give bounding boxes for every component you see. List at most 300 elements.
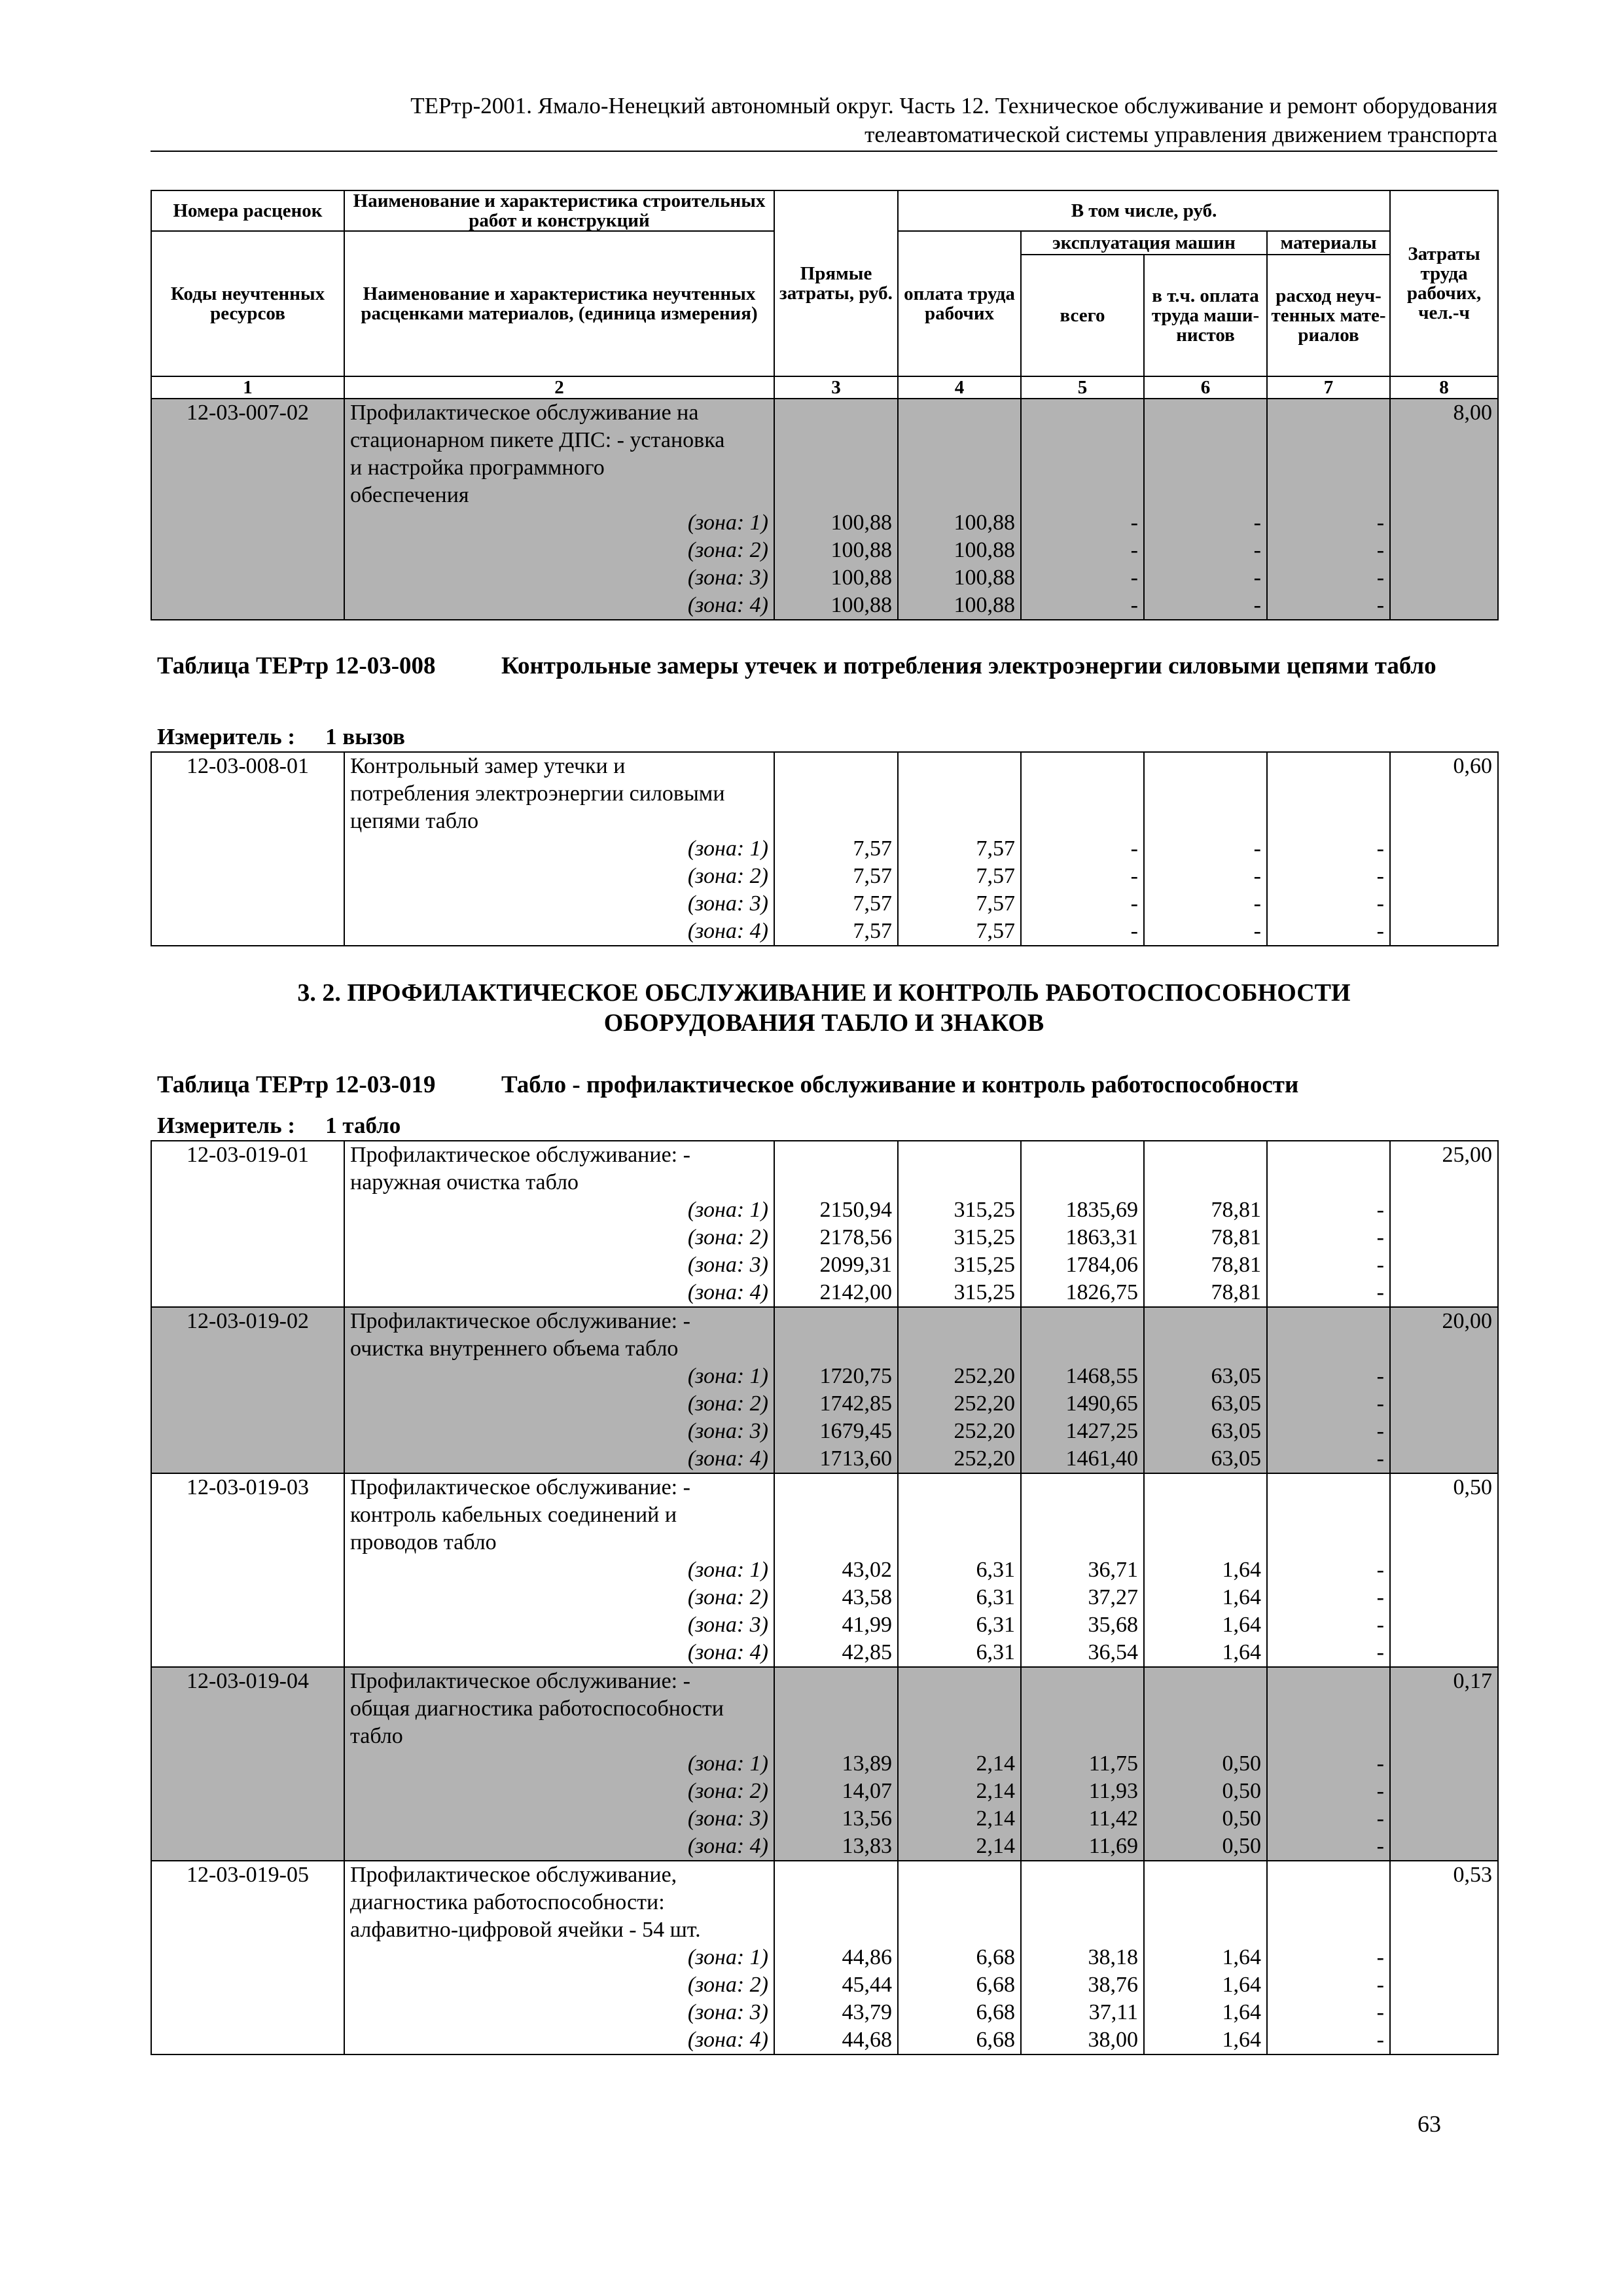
machine-total-value: -: [1130, 538, 1138, 562]
rate-code: 12-03-019-03: [187, 1475, 309, 1499]
unaccounted-materials-cell: [1267, 1861, 1390, 2054]
machine-total-value: 1427,25: [1065, 1419, 1138, 1443]
direct-cost-value: 43,58: [842, 1585, 892, 1609]
rate-row: [151, 1861, 1498, 2054]
worker-pay-value: 6,31: [976, 1613, 1015, 1637]
machinist-pay-cell: [1144, 1307, 1267, 1473]
zone-label: (зона: 2): [687, 864, 768, 888]
unaccounted-materials-cell: [1267, 1667, 1390, 1861]
page-number: 63: [1418, 2111, 1441, 2137]
table-number: Таблица ТЕРтр 12-03-019: [157, 1071, 436, 1098]
header-work-name: Наименование и характеристика строительных работ и конструкций: [344, 190, 774, 231]
worker-pay-value: 7,57: [976, 836, 1015, 861]
machinist-pay-value: -: [1253, 891, 1261, 916]
worker-pay-cell: [898, 1141, 1021, 1307]
direct-cost-value: 7,57: [853, 864, 892, 888]
direct-cost-value: 43,02: [842, 1558, 892, 1582]
machine-total-value: -: [1130, 836, 1138, 861]
direct-cost-value: 7,57: [853, 919, 892, 943]
rate-name-line: диагностика работоспособности:: [350, 1890, 665, 1914]
machinist-pay-cell: [1144, 1473, 1267, 1667]
worker-pay-value: 2,14: [976, 1834, 1015, 1858]
unaccounted-materials-value: -: [1376, 1558, 1384, 1582]
unaccounted-materials-value: -: [1376, 1280, 1384, 1304]
rate-name-cell: [344, 399, 774, 620]
column-number: 2: [344, 376, 774, 399]
direct-cost-value: 7,57: [853, 836, 892, 861]
worker-pay-value: 6,31: [976, 1640, 1015, 1664]
header-worker-pay: оплата труда рабочих: [898, 231, 1021, 376]
measure-value: 1 вызов: [325, 724, 405, 749]
labor-hours-cell: [1390, 1667, 1498, 1861]
rate-name-cell: [344, 1861, 774, 2054]
rate-name-line: очистка внутреннего объема табло: [350, 1336, 679, 1361]
machine-total-cell: [1021, 1667, 1144, 1861]
zone-label: (зона: 4): [687, 2028, 768, 2052]
zone-label: (зона: 4): [687, 1446, 768, 1471]
labor-hours-value: 20,00: [1442, 1309, 1492, 1333]
zone-label: (зона: 1): [687, 1751, 768, 1776]
direct-cost-value: 44,68: [842, 2028, 892, 2052]
table-name: Контрольные замеры утечек и потребления электроэнергии силовыми цепями табло: [501, 653, 1436, 679]
rate-code-cell: [151, 399, 344, 620]
worker-pay-value: 6,68: [976, 2028, 1015, 2052]
machinist-pay-value: 1,64: [1222, 1613, 1261, 1637]
rate-code: 12-03-019-04: [187, 1669, 309, 1693]
zone-label: (зона: 4): [687, 919, 768, 943]
zone-label: (зона: 2): [687, 1391, 768, 1416]
zone-label: (зона: 3): [687, 2000, 768, 2024]
zone-label: (зона: 1): [687, 1198, 768, 1222]
rate-name-line: Контрольный замер утечки и: [350, 754, 626, 778]
machine-total-value: -: [1130, 565, 1138, 590]
worker-pay-value: 315,25: [954, 1280, 1015, 1304]
rate-name-line: наружная очистка табло: [350, 1170, 579, 1194]
machinist-pay-value: 78,81: [1211, 1253, 1261, 1277]
table-number: Таблица ТЕРтр 12-03-008: [157, 653, 436, 679]
header-rate-numbers: Номера расценок: [151, 190, 344, 231]
machine-total-value: 11,93: [1088, 1779, 1138, 1803]
column-number: 5: [1021, 376, 1144, 399]
direct-cost-cell: [774, 752, 898, 946]
section-heading: [151, 978, 1497, 1038]
machine-total-value: 37,27: [1088, 1585, 1138, 1609]
labor-hours-cell: [1390, 1141, 1498, 1307]
machine-total-value: 1784,06: [1065, 1253, 1138, 1277]
section-heading-line-2: ОБОРУДОВАНИЯ ТАБЛО И ЗНАКОВ: [603, 1009, 1044, 1037]
unaccounted-materials-cell: [1267, 752, 1390, 946]
direct-cost-value: 2178,56: [819, 1225, 892, 1249]
rate-code: 12-03-007-02: [187, 401, 309, 425]
zone-label: (зона: 4): [687, 1280, 768, 1304]
direct-cost-value: 100,88: [830, 538, 892, 562]
zone-label: (зона: 2): [687, 1225, 768, 1249]
rate-name-line: обеспечения: [350, 483, 469, 507]
worker-pay-cell: [898, 1307, 1021, 1473]
machine-total-value: 36,71: [1088, 1558, 1138, 1582]
zone-label: (зона: 3): [687, 891, 768, 916]
worker-pay-value: 6,31: [976, 1585, 1015, 1609]
worker-pay-value: 315,25: [954, 1225, 1015, 1249]
unaccounted-materials-cell: [1267, 1473, 1390, 1667]
labor-hours-cell: [1390, 1861, 1498, 2054]
table-title-12-03-019: [157, 1071, 1497, 1100]
running-header-line-1: ТЕРтр-2001. Ямало-Ненецкий автономный округ. Часть 12. Техническое обслуживание и ремонт оборудования: [410, 93, 1497, 118]
rate-row: [151, 399, 1498, 620]
worker-pay-value: 100,88: [954, 538, 1015, 562]
rate-name-line: контроль кабельных соединений и: [350, 1503, 677, 1527]
header-machine-operation: эксплуатация машин: [1021, 231, 1267, 255]
direct-cost-value: 2150,94: [819, 1198, 892, 1222]
machine-total-value: 37,11: [1088, 2000, 1138, 2024]
machinist-pay-value: 63,05: [1211, 1391, 1261, 1416]
rate-code-cell: [151, 1141, 344, 1307]
direct-cost-value: 2142,00: [819, 1280, 892, 1304]
zone-label: (зона: 2): [687, 1973, 768, 1997]
worker-pay-cell: [898, 1473, 1021, 1667]
unaccounted-materials-value: -: [1376, 891, 1384, 916]
direct-cost-value: 13,56: [842, 1806, 892, 1831]
worker-pay-value: 252,20: [954, 1364, 1015, 1388]
machinist-pay-value: 0,50: [1222, 1806, 1261, 1831]
machine-total-value: 1468,55: [1065, 1364, 1138, 1388]
worker-pay-cell: [898, 399, 1021, 620]
machinist-pay-value: -: [1253, 864, 1261, 888]
rate-code-cell: [151, 1307, 344, 1473]
labor-hours-value: 8,00: [1453, 401, 1493, 425]
unaccounted-materials-value: -: [1376, 1253, 1384, 1277]
worker-pay-value: 2,14: [976, 1779, 1015, 1803]
zone-label: (зона: 1): [687, 1364, 768, 1388]
column-number: 3: [774, 376, 898, 399]
machine-total-value: -: [1130, 891, 1138, 916]
zone-label: (зона: 4): [687, 593, 768, 617]
machine-total-cell: [1021, 752, 1144, 946]
measure-label: Измеритель :: [157, 724, 296, 749]
rate-name-line: общая диагностика работоспособности: [350, 1696, 724, 1721]
machinist-pay-value: 0,50: [1222, 1751, 1261, 1776]
rate-code-cell: [151, 1667, 344, 1861]
rate-row: [151, 1473, 1498, 1667]
labor-hours-cell: [1390, 1473, 1498, 1667]
rate-name-line: проводов табло: [350, 1530, 497, 1554]
machinist-pay-cell: [1144, 399, 1267, 620]
unaccounted-materials-cell: [1267, 1141, 1390, 1307]
rate-code-cell: [151, 752, 344, 946]
rate-name-line: Профилактическое обслуживание: -: [350, 1475, 690, 1499]
worker-pay-value: 252,20: [954, 1419, 1015, 1443]
machinist-pay-value: 78,81: [1211, 1280, 1261, 1304]
machine-total-value: 36,54: [1088, 1640, 1138, 1664]
unaccounted-materials-value: -: [1376, 565, 1385, 590]
rate-code: 12-03-019-02: [187, 1309, 309, 1333]
direct-cost-cell: [774, 1667, 898, 1861]
direct-cost-value: 14,07: [842, 1779, 892, 1803]
rate-name-line: Профилактическое обслуживание: -: [350, 1309, 690, 1333]
direct-cost-value: 100,88: [830, 565, 892, 590]
header-resource-codes: Коды неучтенных ресурсов: [151, 231, 344, 376]
machinist-pay-value: 63,05: [1211, 1419, 1261, 1443]
machinist-pay-value: 1,64: [1222, 1558, 1261, 1582]
worker-pay-value: 7,57: [976, 891, 1015, 916]
labor-hours-value: 25,00: [1442, 1143, 1492, 1167]
machine-total-value: 1863,31: [1065, 1225, 1138, 1249]
machine-total-cell: [1021, 1473, 1144, 1667]
unaccounted-materials-value: -: [1376, 511, 1385, 535]
zone-label: (зона: 2): [687, 1585, 768, 1609]
rate-code: 12-03-008-01: [187, 754, 309, 778]
worker-pay-value: 252,20: [954, 1446, 1015, 1471]
machinist-pay-value: -: [1253, 919, 1261, 943]
machine-total-cell: [1021, 1141, 1144, 1307]
worker-pay-value: 100,88: [954, 511, 1015, 535]
zone-label: (зона: 1): [687, 511, 768, 535]
unaccounted-materials-value: -: [1376, 1973, 1384, 1997]
machinist-pay-value: 1,64: [1222, 2028, 1261, 2052]
rate-name-cell: [344, 752, 774, 946]
header-machine-total: всего: [1021, 255, 1144, 376]
unaccounted-materials-value: -: [1376, 1585, 1384, 1609]
machinist-pay-value: 63,05: [1211, 1446, 1261, 1471]
direct-cost-value: 1679,45: [819, 1419, 892, 1443]
labor-hours-cell: [1390, 1307, 1498, 1473]
running-header-line-2: телеавтоматической системы управления движением транспорта: [865, 122, 1497, 147]
direct-cost-value: 100,88: [830, 593, 892, 617]
unaccounted-materials-value: -: [1376, 1391, 1384, 1416]
unaccounted-materials-value: -: [1376, 1225, 1384, 1249]
machine-total-value: 1490,65: [1065, 1391, 1138, 1416]
column-number: 1: [151, 376, 344, 399]
worker-pay-value: 315,25: [954, 1253, 1015, 1277]
labor-hours-value: 0,17: [1453, 1669, 1492, 1693]
unaccounted-materials-value: -: [1376, 1613, 1384, 1637]
worker-pay-value: 6,31: [976, 1558, 1015, 1582]
worker-pay-value: 6,68: [976, 1973, 1015, 1997]
zone-label: (зона: 3): [687, 565, 768, 590]
machine-total-value: 35,68: [1088, 1613, 1138, 1637]
worker-pay-value: 7,57: [976, 919, 1015, 943]
unaccounted-materials-value: -: [1376, 1364, 1384, 1388]
direct-cost-cell: [774, 1307, 898, 1473]
machinist-pay-value: 78,81: [1211, 1198, 1261, 1222]
rate-name-cell: [344, 1307, 774, 1473]
machinist-pay-value: 1,64: [1222, 2000, 1261, 2024]
unaccounted-materials-value: -: [1376, 864, 1384, 888]
machinist-pay-value: -: [1253, 538, 1261, 562]
rate-name-line: цепями табло: [350, 809, 479, 833]
direct-cost-value: 43,79: [842, 2000, 892, 2024]
table-body: [151, 399, 1498, 620]
rate-name-line: табло: [350, 1724, 403, 1748]
measure-label: Измеритель :: [157, 1113, 296, 1138]
zone-label: (зона: 3): [687, 1419, 768, 1443]
worker-pay-cell: [898, 752, 1021, 946]
machinist-pay-value: -: [1253, 593, 1261, 617]
labor-hours-value: 0,60: [1453, 754, 1492, 778]
worker-pay-value: 2,14: [976, 1751, 1015, 1776]
machine-total-value: 1461,40: [1065, 1446, 1138, 1471]
table-title-12-03-008: [157, 652, 1497, 681]
worker-pay-value: 2,14: [976, 1806, 1015, 1831]
measure-value: 1 табло: [325, 1113, 401, 1138]
machinist-pay-value: 1,64: [1222, 1973, 1261, 1997]
unaccounted-materials-value: -: [1376, 919, 1384, 943]
table-body: [151, 752, 1498, 946]
direct-cost-value: 44,86: [842, 1945, 892, 1969]
table-name: Табло - профилактическое обслуживание и контроль работоспособности: [501, 1071, 1299, 1098]
rate-name-line: Профилактическое обслуживание на: [350, 401, 699, 425]
unaccounted-materials-value: -: [1376, 1779, 1384, 1803]
rate-code-cell: [151, 1861, 344, 2054]
unaccounted-materials-cell: [1267, 1307, 1390, 1473]
machine-total-cell: [1021, 1307, 1144, 1473]
header-including: В том числе, руб.: [898, 190, 1390, 231]
measure-line: [157, 724, 405, 750]
zone-label: (зона: 1): [687, 1558, 768, 1582]
column-number: 4: [898, 376, 1021, 399]
machine-total-value: 11,42: [1088, 1806, 1138, 1831]
rate-name-line: и настройка программного: [350, 456, 605, 480]
direct-cost-value: 1742,85: [819, 1391, 892, 1416]
machinist-pay-value: 1,64: [1222, 1585, 1261, 1609]
rates-table-12-03-007: [151, 190, 1499, 620]
unaccounted-materials-value: -: [1376, 836, 1384, 861]
zone-label: (зона: 1): [687, 1945, 768, 1969]
section-heading-line-1: 3. 2. ПРОФИЛАКТИЧЕСКОЕ ОБСЛУЖИВАНИЕ И КОНТРОЛЬ РАБОТОСПОСОБНОСТИ: [297, 979, 1351, 1007]
machinist-pay-value: 0,50: [1222, 1834, 1261, 1858]
running-header: [151, 92, 1497, 152]
direct-cost-value: 41,99: [842, 1613, 892, 1637]
header-direct-costs: Прямые затраты, руб.: [774, 190, 898, 376]
machinist-pay-value: 1,64: [1222, 1640, 1261, 1664]
column-number: 6: [1144, 376, 1267, 399]
unaccounted-materials-value: -: [1376, 2028, 1384, 2052]
worker-pay-value: 100,88: [954, 593, 1015, 617]
machine-total-value: 1835,69: [1065, 1198, 1138, 1222]
column-numbers-row: [151, 376, 1498, 399]
worker-pay-cell: [898, 1667, 1021, 1861]
rate-row: [151, 1667, 1498, 1861]
rate-code: 12-03-019-01: [187, 1143, 309, 1167]
direct-cost-value: 42,85: [842, 1640, 892, 1664]
machinist-pay-value: 0,50: [1222, 1779, 1261, 1803]
rate-name-line: Профилактическое обслуживание: -: [350, 1143, 690, 1167]
machine-total-value: 1826,75: [1065, 1280, 1138, 1304]
machinist-pay-value: -: [1253, 836, 1261, 861]
direct-cost-value: 1720,75: [819, 1364, 892, 1388]
machine-total-cell: [1021, 1861, 1144, 2054]
worker-pay-value: 6,68: [976, 2000, 1015, 2024]
rate-name-cell: [344, 1473, 774, 1667]
machinist-pay-cell: [1144, 1141, 1267, 1307]
zone-label: (зона: 3): [687, 1806, 768, 1831]
machine-total-value: 38,00: [1088, 2028, 1138, 2052]
labor-hours-cell: [1390, 752, 1498, 946]
unaccounted-materials-value: -: [1376, 1446, 1384, 1471]
direct-cost-cell: [774, 1141, 898, 1307]
machinist-pay-cell: [1144, 752, 1267, 946]
zone-label: (зона: 3): [687, 1613, 768, 1637]
direct-cost-value: 13,83: [842, 1834, 892, 1858]
zone-label: (зона: 4): [687, 1834, 768, 1858]
zone-label: (зона: 1): [687, 836, 768, 861]
header-materials: материалы: [1267, 231, 1390, 255]
machine-total-value: -: [1130, 593, 1138, 617]
rate-name-line: потребления электроэнергии силовыми: [350, 781, 725, 806]
worker-pay-value: 100,88: [954, 565, 1015, 590]
zone-label: (зона: 4): [687, 1640, 768, 1664]
header-material-name: Наименование и характеристика неучтенных расценками материалов, (единица измерения): [344, 231, 774, 376]
labor-hours-value: 0,53: [1453, 1863, 1492, 1887]
unaccounted-materials-value: -: [1376, 1419, 1384, 1443]
rate-name-line: Профилактическое обслуживание: -: [350, 1669, 690, 1693]
direct-cost-value: 1713,60: [819, 1446, 892, 1471]
unaccounted-materials-value: -: [1376, 1834, 1384, 1858]
column-number: 8: [1390, 376, 1498, 399]
rate-code: 12-03-019-05: [187, 1863, 309, 1887]
header-unaccounted-materials: расход неуч-тенных мате-риалов: [1267, 255, 1390, 376]
unaccounted-materials-value: -: [1376, 1945, 1384, 1969]
direct-cost-value: 7,57: [853, 891, 892, 916]
unaccounted-materials-value: -: [1376, 538, 1385, 562]
worker-pay-cell: [898, 1861, 1021, 2054]
direct-cost-cell: [774, 399, 898, 620]
rate-name-line: алфавитно-цифровой ячейки - 54 шт.: [350, 1918, 701, 1942]
unaccounted-materials-value: -: [1376, 1640, 1384, 1664]
machine-total-value: -: [1130, 864, 1138, 888]
machinist-pay-value: -: [1253, 565, 1261, 590]
rate-name-line: Профилактическое обслуживание,: [350, 1863, 677, 1887]
unaccounted-materials-value: -: [1376, 1198, 1384, 1222]
unaccounted-materials-value: -: [1376, 1806, 1384, 1831]
machine-total-value: -: [1130, 511, 1138, 535]
rates-table-12-03-008: [151, 751, 1499, 946]
direct-cost-value: 2099,31: [819, 1253, 892, 1277]
header-machinist-pay: в т.ч. оплата труда маши-нистов: [1144, 255, 1267, 376]
rate-row: [151, 1307, 1498, 1473]
table-body: [151, 1141, 1498, 2054]
unaccounted-materials-cell: [1267, 399, 1390, 620]
unaccounted-materials-value: -: [1376, 1751, 1384, 1776]
direct-cost-cell: [774, 1861, 898, 2054]
direct-cost-cell: [774, 1473, 898, 1667]
column-number: 7: [1267, 376, 1390, 399]
direct-cost-value: 100,88: [830, 511, 892, 535]
rate-code-cell: [151, 1473, 344, 1667]
machinist-pay-value: 1,64: [1222, 1945, 1261, 1969]
machine-total-value: 38,18: [1088, 1945, 1138, 1969]
rate-name-line: стационарном пикете ДПС: - установка: [350, 428, 725, 452]
rate-row: [151, 1141, 1498, 1307]
worker-pay-value: 315,25: [954, 1198, 1015, 1222]
machine-total-value: -: [1130, 919, 1138, 943]
zone-label: (зона: 3): [687, 1253, 768, 1277]
zone-label: (зона: 2): [687, 538, 768, 562]
machinist-pay-cell: [1144, 1861, 1267, 2054]
machinist-pay-value: -: [1253, 511, 1261, 535]
worker-pay-value: 6,68: [976, 1945, 1015, 1969]
labor-hours-value: 0,50: [1453, 1475, 1492, 1499]
direct-cost-value: 45,44: [842, 1973, 892, 1997]
worker-pay-value: 252,20: [954, 1391, 1015, 1416]
rate-name-cell: [344, 1667, 774, 1861]
machine-total-value: 38,76: [1088, 1973, 1138, 1997]
rate-row: [151, 752, 1498, 946]
rates-table-12-03-019: [151, 1140, 1499, 2055]
labor-hours-cell: [1390, 399, 1498, 620]
unaccounted-materials-value: -: [1376, 593, 1385, 617]
unaccounted-materials-value: -: [1376, 2000, 1384, 2024]
